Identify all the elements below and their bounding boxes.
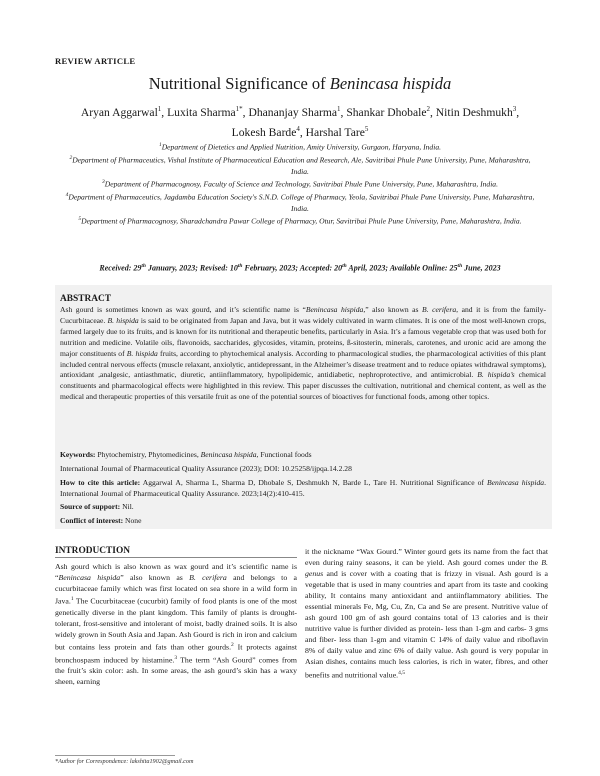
keywords-italic: Benincasa hispida, <box>200 450 259 459</box>
conflict-value: None <box>123 516 142 525</box>
journal-doi-line: International Journal of Pharmaceutical Quality Assurance (2023); DOI: 10.25258/ijpqa.14.2.28 <box>60 464 352 473</box>
intro-run: and belongs to a cucurbitaceae family which was first located on sea shore in a wild form in Java. <box>55 573 297 606</box>
citation-ref: 3 <box>174 654 178 661</box>
author-name: Aryan Aggarwal <box>80 105 158 119</box>
abstract-heading: ABSTRACT <box>60 294 112 304</box>
introduction-heading: INTRODUCTION <box>55 546 131 556</box>
author-name: Harshal Tare <box>305 125 365 139</box>
affiliation-text: Department of Pharmacognosy, Sharadchandra Pawar College of Pharmacy, Otur, Savitribai Phule Pune University, Pune, Maharashtra, India. <box>81 216 522 226</box>
abstract-italic: B. hispida’s <box>477 370 515 380</box>
received-date: Received: 29 <box>99 263 142 273</box>
abstract-run: fruits, according to phytochemical analysis. According to pharmacological studies, the pharmacological activities of this plant included central nervous effects (muscle relaxant, anxiolytic, antidepressant, in the Alzheimer’s disease treatment and to reduce opiates withdrawal symptoms), antioxidant ,analgesic, antiasthmatic, diuretic, antiinflammatory, hypolipidemic, antidiabetic, nephroprotective, and antimicrobial. <box>60 348 546 380</box>
publication-dates <box>0 263 600 273</box>
affiliation-sup: 2 <box>69 154 73 161</box>
affiliation <box>60 214 540 227</box>
author-name: Luxita Sharma <box>167 105 236 119</box>
affiliation-list <box>60 140 540 227</box>
affiliation <box>60 140 540 153</box>
author-sup: 3 <box>512 105 517 113</box>
affiliation-text: Department of Dietetics and Applied Nutrition, Amity University, Gurgaon, Haryana, India. <box>161 142 442 152</box>
intro-run: ” also known as <box>120 573 190 583</box>
intro-run: and is cover with a coating that is frizzy in visual. Ash gourd is a vegetable that is used in many countries and apart from its taste and cooking ability, It contains many antioxidant and antiinflammatory abilities. The essential minerals Fe, Mg, Cu, Zn, Ca and Se are present. Nutritive value of ash gourd 100 gm of ash gourd contains total of 13 calories and is their nutritive value is further divided as protein- less than 1-gm and carbs- 3 gms and fiber- less than 1-gm and vitamin C 14% of daily value and riboflavin 8% of daily value and zinc 6% of daily value. Ash gourd is very popular in Asian dishes, contains much less calories, is rich in water, fibres, and other benefits and nutritional value. <box>305 569 548 680</box>
citation-label: How to cite this article: <box>60 478 141 487</box>
keywords-text: Phytochemistry, Phytomedicines, <box>95 450 201 459</box>
received-date-rest: January, 2023; <box>145 263 200 273</box>
abstract-run: is said to be originated from Japan and Java, but it was widely cultivated in warm climates. It is one of the most well-known crops, farmed largely due to its fruits, and is known for its nutritional and therapeutic benefits, particularly in Asia. It’s a famous vegetable crop that was used both for nutrition and medicine. Volatile oils, flavonoids, saccharides, glycosides, vitamin, proteins, ß-sitosterin, minerals, carotenes, and uronic acid are among the major constituents of <box>60 315 546 358</box>
abstract-text <box>60 305 546 403</box>
intro-run: The Cucurbitaceae (cucurbit) family of food plants is one of the most genetically diverse in the plant kingdom. This family of plants is drought-tolerant, frost-sensitive and intolerant of moist, badly drained soils. It is also widely grown in South Asia and Japan. Ash Gourd is rich in iron and calcium but contains less protein and fats than other gourds. <box>55 596 297 652</box>
correspondence-footnote: *Author for Correspondence: lakshita1902@gmail.com <box>55 758 194 765</box>
abstract-run: ,” also known as <box>363 305 423 314</box>
accepted-date: Accepted: 20 <box>299 263 343 273</box>
support-label: Source of support: <box>60 502 121 511</box>
affiliation <box>60 153 540 177</box>
date-sup: th <box>237 263 243 269</box>
affiliation-text: Department of Pharmaceutics, Vishal Institute of Pharmaceutical Education and Research, Ale, Savitribai Phule Pune University, Pune, Maharashtra, India. <box>72 155 531 176</box>
intro-italic: Benincasa hispida <box>58 573 121 583</box>
intro-italic: B. cerifera <box>189 573 227 583</box>
date-sup: th <box>457 263 463 269</box>
online-date: Available Online: 25 <box>389 263 458 273</box>
citation-italic: Benincasa hispida <box>487 478 545 487</box>
footnote-divider <box>55 755 175 756</box>
author-name: Nitin Deshmukh <box>435 105 513 119</box>
affiliation <box>60 190 540 214</box>
author-sup: 1* <box>235 105 243 113</box>
date-sup: th <box>342 263 347 269</box>
revised-date-rest: February, 2023; <box>242 263 300 273</box>
article-title <box>0 74 600 94</box>
intro-right-column <box>305 546 548 680</box>
affiliation-sup: 4 <box>65 191 69 198</box>
author-name: Shankar Dhobale <box>346 105 427 119</box>
intro-left-column <box>55 561 297 687</box>
support-value: Nil. <box>120 502 134 511</box>
keywords <box>60 449 546 460</box>
citation <box>60 477 546 499</box>
abstract-italic: B. cerifera <box>422 305 457 314</box>
affiliation <box>60 177 540 190</box>
date-sup: th <box>141 263 146 269</box>
intro-run: It protects against bronchospasm induced by histamine. <box>55 642 297 665</box>
intro-italic: B. genus <box>305 558 548 579</box>
author-sup: 1 <box>337 105 341 113</box>
affiliation-sup: 3 <box>101 178 105 185</box>
conflict-of-interest <box>60 516 141 525</box>
intro-run: The term “Ash Gourd” comes from the fruit’s skin color: ash. In some areas, the ash gourd’s skin has a waxy sheen, earning <box>55 655 297 687</box>
intro-run: Ash gourd which is also known as wax gourd and it’s scientific name is “ <box>55 562 297 583</box>
heading-divider <box>55 557 297 558</box>
conflict-label: Conflict of interest: <box>60 516 124 525</box>
author-sup: 5 <box>364 124 369 133</box>
citation-ref: 1 <box>70 596 74 603</box>
author-name: Dhananjay Sharma <box>248 105 338 119</box>
affiliation-sup: 5 <box>78 215 82 222</box>
author-sup: 4 <box>296 124 300 133</box>
accepted-date-rest: April, 2023; <box>346 263 390 273</box>
abstract-italic: B. hispida <box>126 348 158 358</box>
title-species: Benincasa hispida <box>329 74 452 93</box>
author-list: Aryan Aggarwal$^1$, Luxita Sharma$^{1*}$, Dhananjay Sharma$^1$, Shankar Dhobale$^2$, Nitin Deshmukh$^3$, Lokesh Barde$^4$, Harshal Tare$^5$ <box>80 105 520 139</box>
abstract-italic: Benincasa hispida <box>305 305 364 314</box>
author-sup: 2 <box>426 105 430 113</box>
author-sup: 1 <box>157 105 162 113</box>
author-name: Lokesh Barde <box>231 125 297 139</box>
affiliation-text: Department of Pharmaceutics, Jagdamba Education Society's S.N.D. College of Pharmacy, Yeola, Savitribai Phule Pune University, Pune, Maharashtra, India. <box>68 192 535 213</box>
citation-text: . International Journal of Pharmaceutical Quality Assurance. 2023;14(2):410-415. <box>60 478 546 498</box>
revised-date: Revised: 10 <box>199 263 238 273</box>
source-of-support <box>60 502 134 511</box>
abstract-run: Ash gourd is sometimes known as wax gourd, and it’s scientific name is “ <box>60 305 306 314</box>
keywords-label: Keywords: <box>60 450 96 459</box>
citation-ref: 4,5 <box>398 669 405 676</box>
online-date-rest: June, 2023 <box>462 263 501 273</box>
intro-run: it the nickname “Wax Gourd.” Winter gourd gets its name from the fact that even during rainy seasons, it can be yield. Ash gourd comes under the <box>305 547 548 568</box>
abstract-italic: B. hispida <box>107 315 139 325</box>
article-type-label: REVIEW ARTICLE <box>55 56 136 66</box>
abstract-run: , and it is from the family- Cucurbitaceae. <box>60 305 546 325</box>
title-prefix: Nutritional Significance of <box>148 74 330 93</box>
citation-text: Aggarwal A, Sharma L, Sharma D, Dhobale S, Deshmukh N, Barde L, Tare H. Nutritional Significance of <box>140 478 488 487</box>
citation-ref: 2 <box>231 641 234 648</box>
abstract-run: chemical constituents and pharmacological effects were highlighted in this review. This paper discusses the cultivation, nutritional and chemical content, as well as the medical and therapeutic properties of this versatile fruit as one of the potential sources of bioactives for functional foods, among other topics. <box>60 370 546 402</box>
affiliation-sup: 1 <box>158 142 162 148</box>
keywords-text: Functional foods <box>258 450 312 459</box>
affiliation-text: Department of Pharmacognosy, Faculty of Science and Technology, Savitribai Phule Pune University, Pune, Maharashtra, India. <box>104 179 498 189</box>
